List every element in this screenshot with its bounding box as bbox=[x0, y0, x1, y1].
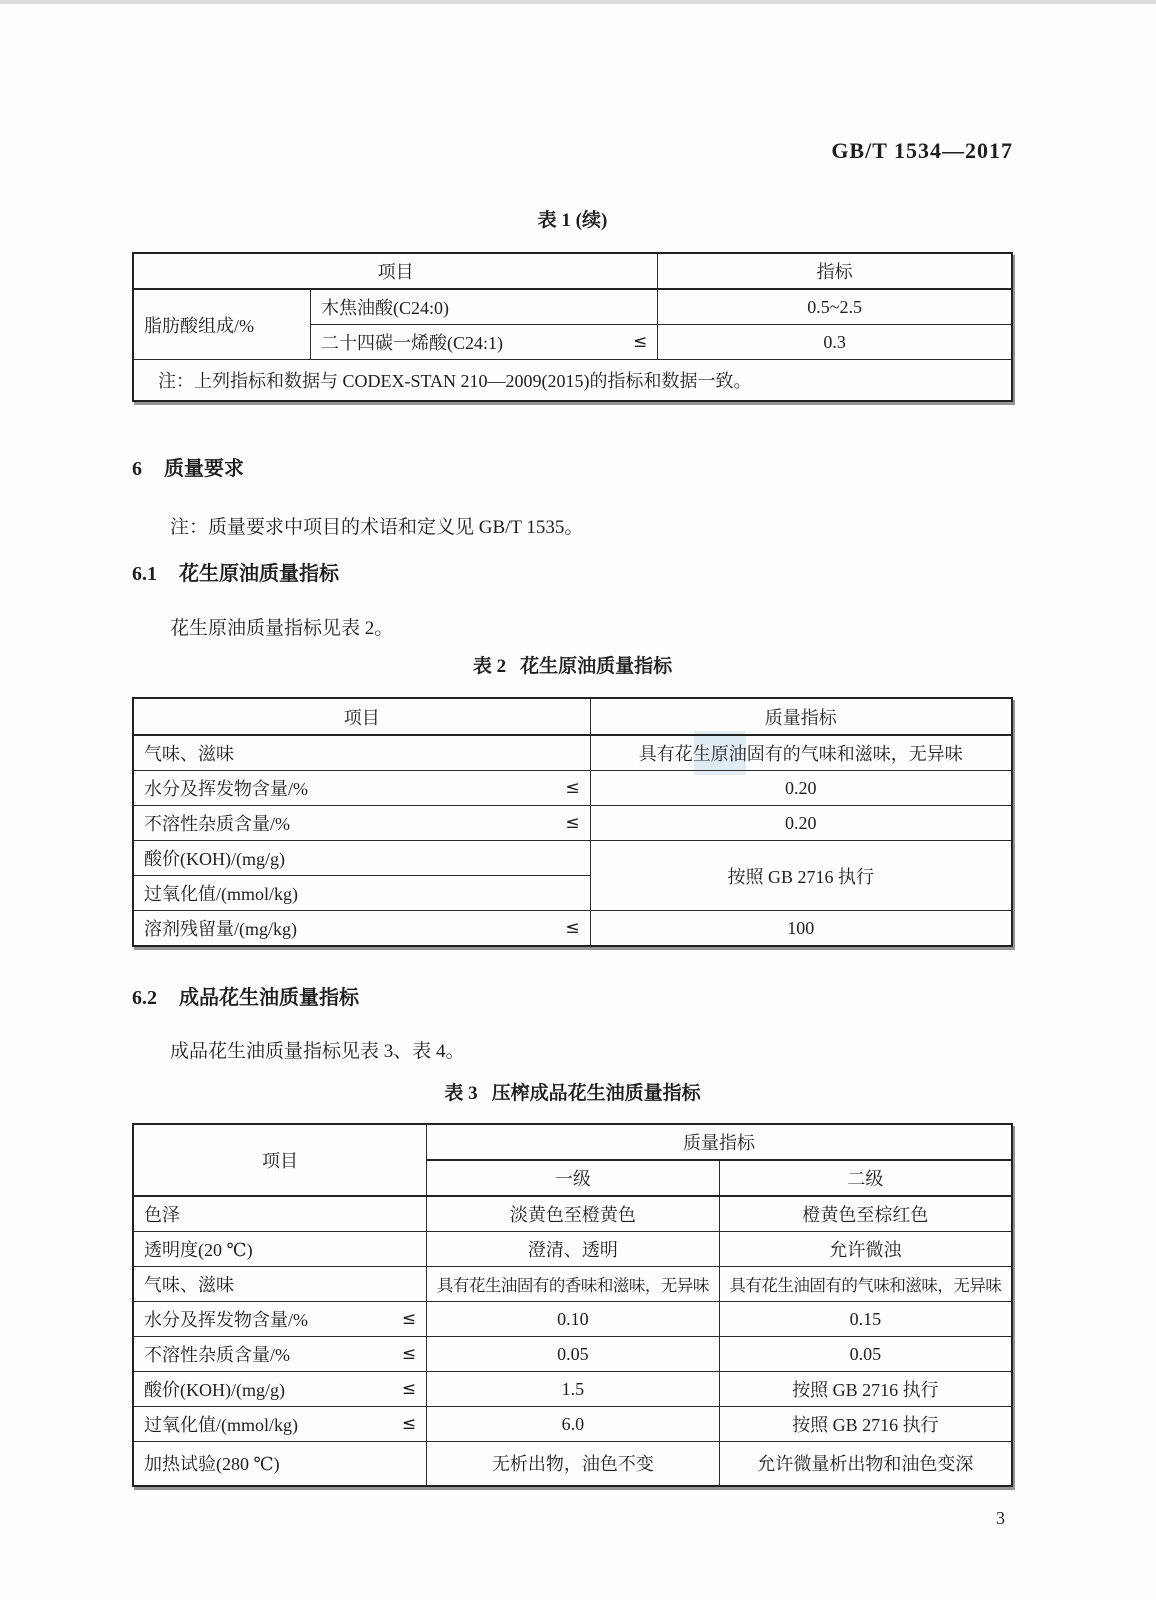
table1-note: 注：上列指标和数据与 CODEX-STAN 210—2009(2015)的指标和数据一致。 bbox=[133, 360, 1012, 402]
table-row bbox=[133, 1302, 1012, 1337]
cell-grade2: 具有花生油固有的气味和滋味，无异味 bbox=[719, 1267, 1012, 1302]
section-title: 质量要求 bbox=[164, 458, 244, 480]
cell-grade1: 6.0 bbox=[427, 1407, 720, 1442]
le-symbol: ≤ bbox=[565, 813, 580, 833]
item-name: 色泽 bbox=[144, 1205, 180, 1225]
cell-value: 具有花生原油固有的气味和滋味，无异味 bbox=[590, 735, 1012, 771]
cell-item-name bbox=[133, 1302, 427, 1337]
table-row bbox=[133, 771, 1012, 806]
cell-item-name bbox=[133, 1337, 427, 1372]
le-symbol: ≤ bbox=[401, 1344, 417, 1364]
table-row bbox=[133, 1407, 1012, 1442]
cell-value: 0.5~2.5 bbox=[658, 289, 1012, 325]
section62-paragraph: 成品花生油质量指标见表 3、表 4。 bbox=[170, 1041, 465, 1062]
cell-group-label: 脂肪酸组成/% bbox=[133, 289, 311, 360]
section-number: 6.1 bbox=[132, 563, 157, 585]
cell-grade1: 0.10 bbox=[427, 1302, 720, 1337]
item-name: 水分及挥发物含量/% bbox=[144, 779, 308, 799]
table3-caption bbox=[132, 1078, 1013, 1105]
section6-heading bbox=[132, 452, 244, 481]
table-row bbox=[133, 806, 1012, 841]
cell-grade2: 允许微浊 bbox=[719, 1232, 1012, 1267]
table-header-row bbox=[133, 253, 1012, 289]
le-symbol: ≤ bbox=[565, 918, 580, 938]
table1-caption: 表 1 (续) bbox=[537, 210, 608, 231]
table2-caption bbox=[132, 651, 1013, 678]
section62-heading bbox=[132, 981, 359, 1010]
item-name: 加热试验(280 ℃) bbox=[144, 1454, 280, 1475]
le-symbol: ≤ bbox=[401, 1414, 417, 1434]
cell-value: 0.3 bbox=[658, 325, 1012, 360]
item-name: 不溶性杂质含量/% bbox=[144, 814, 290, 834]
table-caption-title: 压榨成品花生油质量指标 bbox=[491, 1083, 701, 1104]
table-row bbox=[133, 911, 1012, 947]
header-quality: 质量指标 bbox=[427, 1124, 1012, 1160]
item-name: 不溶性杂质含量/% bbox=[144, 1345, 290, 1365]
cell-value: 100 bbox=[590, 911, 1012, 947]
section-title: 花生原油质量指标 bbox=[179, 563, 339, 585]
item-name: 溶剂残留量/(mg/kg) bbox=[144, 919, 297, 939]
header-item: 项目 bbox=[133, 1124, 427, 1196]
header-item: 项目 bbox=[133, 698, 590, 735]
page-number: 3 bbox=[996, 1508, 1005, 1528]
cell-grade1: 无析出物，油色不变 bbox=[427, 1442, 720, 1486]
cell-grade2: 按照 GB 2716 执行 bbox=[719, 1407, 1012, 1442]
cell-item-name bbox=[133, 1267, 427, 1302]
table-header-row bbox=[133, 698, 1012, 735]
cell-grade2: 0.05 bbox=[719, 1337, 1012, 1372]
cell-item-name bbox=[133, 911, 590, 947]
table-row bbox=[133, 1232, 1012, 1267]
cell-item-name bbox=[133, 1232, 427, 1267]
table-row bbox=[133, 1337, 1012, 1372]
le-symbol: ≤ bbox=[401, 1379, 417, 1399]
cell-item-name bbox=[133, 841, 590, 876]
cell-grade2: 允许微量析出物和油色变深 bbox=[719, 1442, 1012, 1486]
header-grade2: 二级 bbox=[719, 1160, 1012, 1196]
section-number: 6 bbox=[132, 458, 142, 480]
table-note-row bbox=[133, 360, 1012, 402]
table-header-row bbox=[133, 1124, 1012, 1160]
table2-crude-oil-quality bbox=[132, 697, 1013, 947]
cell-item-name bbox=[133, 1442, 427, 1486]
item-name: 过氧化值/(mmol/kg) bbox=[144, 1415, 298, 1435]
cell-grade1: 0.05 bbox=[427, 1337, 720, 1372]
item-name: 二十四碳一烯酸(C24:1) bbox=[321, 333, 504, 353]
cell-value: 0.20 bbox=[590, 771, 1012, 806]
item-name: 木焦油酸(C24:0) bbox=[321, 298, 450, 318]
table-row bbox=[133, 1196, 1012, 1232]
table-caption-title: 花生原油质量指标 bbox=[520, 656, 673, 677]
table3-pressed-oil-quality bbox=[132, 1123, 1013, 1487]
header-index: 指标 bbox=[658, 253, 1012, 289]
table-caption-number: 表 2 bbox=[472, 656, 507, 677]
cell-item-name bbox=[133, 806, 590, 841]
cell-item-name bbox=[133, 735, 590, 771]
cell-item-name bbox=[311, 289, 658, 325]
table-row bbox=[133, 289, 1012, 325]
table1-fatty-acids bbox=[132, 252, 1013, 402]
item-name: 过氧化值/(mmol/kg) bbox=[144, 884, 298, 904]
table-caption-number: 表 3 bbox=[444, 1083, 478, 1104]
cell-grade1: 澄清、透明 bbox=[427, 1232, 720, 1267]
header-item: 项目 bbox=[133, 253, 658, 289]
cell-grade1: 具有花生油固有的香味和滋味，无异味 bbox=[427, 1267, 720, 1302]
cell-value-merged: 按照 GB 2716 执行 bbox=[590, 841, 1012, 911]
cell-item-name bbox=[133, 1407, 427, 1442]
table-row bbox=[133, 1442, 1012, 1486]
cell-value: 0.20 bbox=[590, 806, 1012, 841]
table-row bbox=[133, 841, 1012, 876]
item-name: 透明度(20 ℃) bbox=[144, 1240, 253, 1260]
cell-item-name bbox=[133, 1372, 427, 1407]
cell-grade2: 橙黄色至棕红色 bbox=[719, 1196, 1012, 1232]
le-symbol: ≤ bbox=[565, 778, 580, 798]
standard-code: GB/T 1534—2017 bbox=[831, 138, 1013, 163]
section61-paragraph: 花生原油质量指标见表 2。 bbox=[170, 618, 394, 639]
section-number: 6.2 bbox=[132, 987, 157, 1009]
section61-heading bbox=[132, 557, 339, 586]
section-title: 成品花生油质量指标 bbox=[179, 987, 359, 1009]
cell-grade1: 1.5 bbox=[427, 1372, 720, 1407]
cell-item-name bbox=[133, 771, 590, 806]
item-name: 酸价(KOH)/(mg/g) bbox=[144, 1380, 285, 1400]
cell-item-name bbox=[133, 876, 590, 911]
le-symbol: ≤ bbox=[633, 332, 648, 352]
item-name: 气味、滋味 bbox=[144, 1275, 234, 1295]
header-grade1: 一级 bbox=[427, 1160, 720, 1196]
cell-item-name bbox=[133, 1196, 427, 1232]
item-name: 气味、滋味 bbox=[144, 744, 234, 764]
header-index: 质量指标 bbox=[590, 698, 1012, 735]
table-row bbox=[133, 1267, 1012, 1302]
cell-grade2: 按照 GB 2716 执行 bbox=[719, 1372, 1012, 1407]
scan-artifact-band bbox=[0, 0, 1156, 4]
cell-grade1: 淡黄色至橙黄色 bbox=[427, 1196, 720, 1232]
le-symbol: ≤ bbox=[401, 1309, 417, 1329]
cell-grade2: 0.15 bbox=[719, 1302, 1012, 1337]
item-name: 酸价(KOH)/(mg/g) bbox=[144, 849, 285, 869]
cell-item-name bbox=[311, 325, 658, 360]
table-row bbox=[133, 735, 1012, 771]
section6-note: 注：质量要求中项目的术语和定义见 GB/T 1535。 bbox=[170, 517, 584, 538]
item-name: 水分及挥发物含量/% bbox=[144, 1310, 308, 1330]
table-row bbox=[133, 1372, 1012, 1407]
